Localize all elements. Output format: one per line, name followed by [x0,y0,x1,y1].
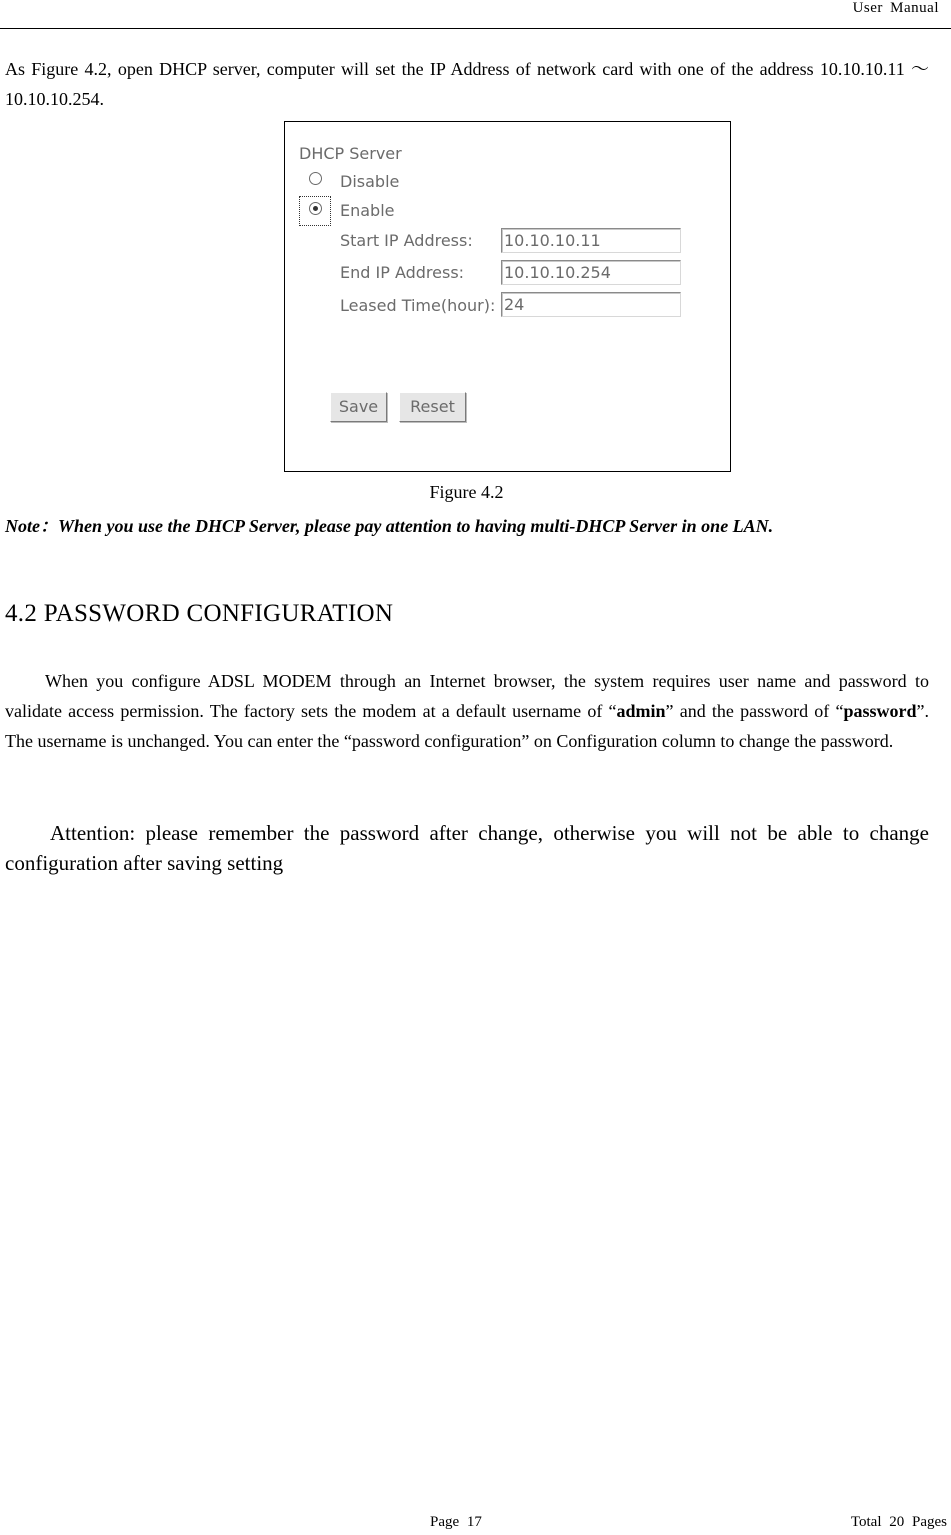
enable-label: Enable [340,201,395,220]
paragraph-text-part-1: When you configure ADSL MODEM through an Internet browser, the system requires user name and password to validate access permission. The factory sets the modem at a default username of “ [5,671,929,721]
document-header-title: User Manual [852,0,939,16]
header-divider [0,28,951,29]
paragraph-text-part-2: ” and the password of “ [665,701,844,721]
disable-label: Disable [340,172,400,191]
default-password: password [843,701,917,721]
disable-radio[interactable] [309,172,322,185]
default-username: admin [616,701,666,721]
dhcp-server-figure [284,121,731,472]
dhcp-section-title: DHCP Server [299,144,402,163]
intro-paragraph: As Figure 4.2, open DHCP server, computer will set the IP Address of network card with one of the address 10.10.10.11 ～ 10.10.10.254. [5,59,929,109]
section-heading: 4.2 PASSWORD CONFIGURATION [5,600,394,627]
end-ip-label: End IP Address: [340,263,465,282]
end-ip-input[interactable]: 10.10.10.254 [501,260,681,285]
total-pages: Total 20 Pages [850,1514,947,1530]
attention-paragraph: Attention: please remember the password after change, otherwise you will not be able to change configuration after saving setting [5,821,929,875]
paragraph-text-part-3: ”. The username is unchanged. You can enter the “password configuration” on Configuration column to change the password. [5,701,929,751]
enable-radio[interactable] [309,202,322,215]
dhcp-note: Note：When you use the DHCP Server, please pay attention to having multi-DHCP Server in one LAN. [5,516,774,536]
start-ip-input[interactable]: 10.10.10.11 [501,228,681,253]
password-config-paragraph [5,666,929,756]
page-number: Page 17 [430,1514,482,1530]
start-ip-label: Start IP Address: [340,231,473,250]
save-button[interactable]: Save [330,392,387,422]
reset-button[interactable]: Reset [399,392,466,422]
lease-time-label: Leased Time(hour): [340,296,496,315]
lease-time-input[interactable]: 24 [501,292,681,317]
figure-caption: Figure 4.2 [429,482,504,502]
